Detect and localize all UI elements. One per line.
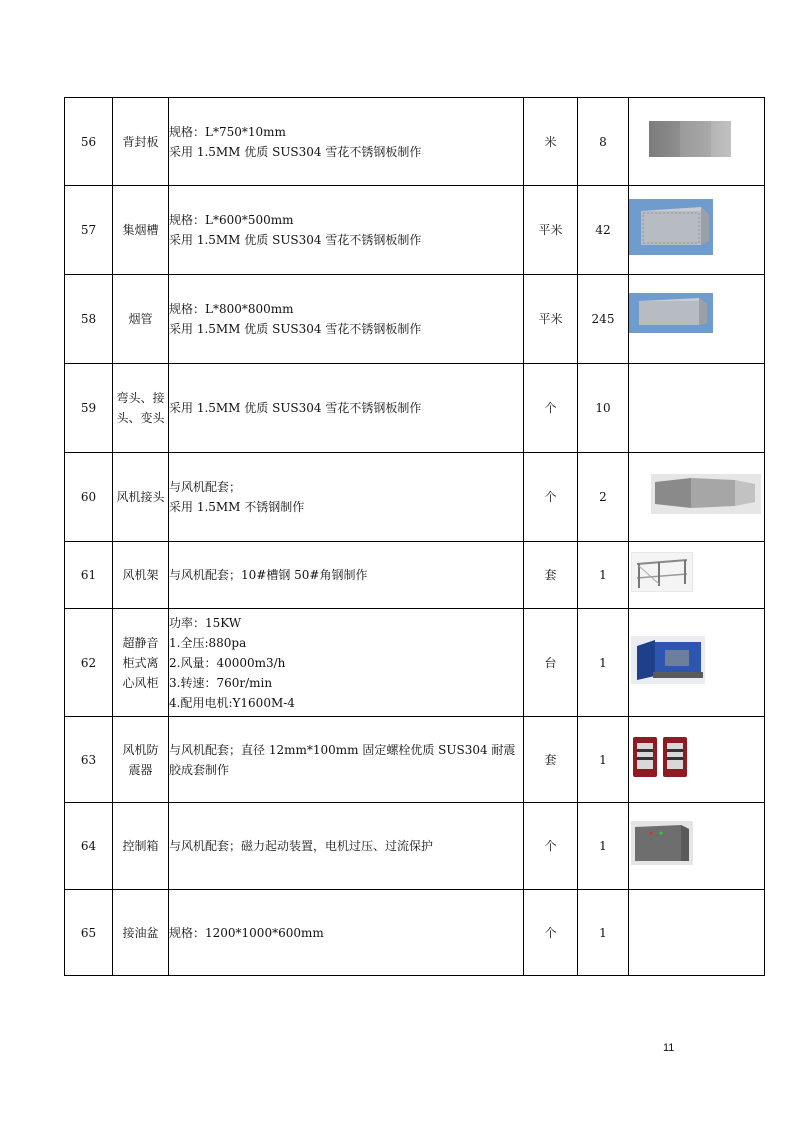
item-number: 61 xyxy=(65,542,113,609)
item-image-cell xyxy=(629,890,765,976)
fan-frame-image xyxy=(631,552,693,592)
smoke-duct-image xyxy=(629,293,713,333)
item-unit: 平米 xyxy=(524,275,578,364)
item-description: 与风机配套；直径 12mm*100mm 固定螺栓优质 SUS304 耐震胶成套制作 xyxy=(169,717,524,803)
item-image-cell xyxy=(629,364,765,453)
item-name: 接油盆 xyxy=(113,890,169,976)
item-unit: 个 xyxy=(524,803,578,890)
item-name: 风机架 xyxy=(113,542,169,609)
item-description: 与风机配套；10#槽钢 50#角钢制作 xyxy=(169,542,524,609)
steel-plate-samples-image xyxy=(631,117,731,161)
item-quantity: 8 xyxy=(578,98,629,186)
item-unit: 台 xyxy=(524,609,578,717)
item-quantity: 1 xyxy=(578,717,629,803)
smoke-collector-duct-image xyxy=(629,199,713,255)
item-number: 65 xyxy=(65,890,113,976)
item-quantity: 10 xyxy=(578,364,629,453)
item-image-cell xyxy=(629,453,765,542)
item-name: 烟管 xyxy=(113,275,169,364)
vibration-dampers-image xyxy=(631,735,691,779)
item-quantity: 1 xyxy=(578,542,629,609)
item-quantity: 42 xyxy=(578,186,629,275)
item-unit: 套 xyxy=(524,542,578,609)
item-name: 集烟槽 xyxy=(113,186,169,275)
item-quantity: 1 xyxy=(578,803,629,890)
table-row xyxy=(65,542,765,609)
item-unit: 米 xyxy=(524,98,578,186)
item-image-cell xyxy=(629,717,765,803)
item-quantity: 2 xyxy=(578,453,629,542)
control-box-image xyxy=(631,821,693,865)
item-image-cell xyxy=(629,609,765,717)
item-unit: 套 xyxy=(524,717,578,803)
item-description: 采用 1.5MM 优质 SUS304 雪花不锈钢板制作 xyxy=(169,364,524,453)
item-image-cell xyxy=(629,275,765,364)
item-unit: 个 xyxy=(524,453,578,542)
page-number: 11 xyxy=(663,1042,675,1054)
item-quantity: 245 xyxy=(578,275,629,364)
item-number: 64 xyxy=(65,803,113,890)
item-image-cell xyxy=(629,542,765,609)
item-image-cell xyxy=(629,98,765,186)
item-unit: 个 xyxy=(524,364,578,453)
item-description: 与风机配套；磁力起动装置，电机过压、过流保护 xyxy=(169,803,524,890)
item-number: 60 xyxy=(65,453,113,542)
table-row xyxy=(65,609,765,717)
item-description: 规格：L*600*500mm 采用 1.5MM 优质 SUS304 雪花不锈钢板制作 xyxy=(169,186,524,275)
item-number: 57 xyxy=(65,186,113,275)
item-unit: 平米 xyxy=(524,186,578,275)
centrifugal-fan-cabinet-image xyxy=(631,636,705,684)
item-name: 弯头、接头、变头 xyxy=(113,364,169,453)
table-row xyxy=(65,717,765,803)
item-number: 58 xyxy=(65,275,113,364)
item-description: 规格：L*800*800mm 采用 1.5MM 优质 SUS304 雪花不锈钢板制作 xyxy=(169,275,524,364)
table-row xyxy=(65,453,765,542)
item-description: 功率：15KW 1.全压:880pa 2.风量：40000m3/h 3.转速：760r/min 4.配用电机:Y1600M-4 xyxy=(169,609,524,717)
item-image-cell xyxy=(629,186,765,275)
fan-connector-image xyxy=(651,474,761,514)
item-quantity: 1 xyxy=(578,609,629,717)
item-description: 与风机配套； 采用 1.5MM 不锈钢制作 xyxy=(169,453,524,542)
table-row xyxy=(65,98,765,186)
item-description: 规格：1200*1000*600mm xyxy=(169,890,524,976)
item-name: 风机防震器 xyxy=(113,717,169,803)
table-row xyxy=(65,890,765,976)
item-image-cell xyxy=(629,803,765,890)
item-number: 62 xyxy=(65,609,113,717)
equipment-spec-table xyxy=(64,97,765,976)
item-name: 超静音柜式离心风柜 xyxy=(113,609,169,717)
table-row xyxy=(65,364,765,453)
table-row xyxy=(65,275,765,364)
item-description: 规格：L*750*10mm 采用 1.5MM 优质 SUS304 雪花不锈钢板制作 xyxy=(169,98,524,186)
item-unit: 个 xyxy=(524,890,578,976)
item-quantity: 1 xyxy=(578,890,629,976)
item-name: 风机接头 xyxy=(113,453,169,542)
table-row xyxy=(65,186,765,275)
item-number: 63 xyxy=(65,717,113,803)
item-name: 控制箱 xyxy=(113,803,169,890)
item-number: 59 xyxy=(65,364,113,453)
item-name: 背封板 xyxy=(113,98,169,186)
table-row xyxy=(65,803,765,890)
item-number: 56 xyxy=(65,98,113,186)
